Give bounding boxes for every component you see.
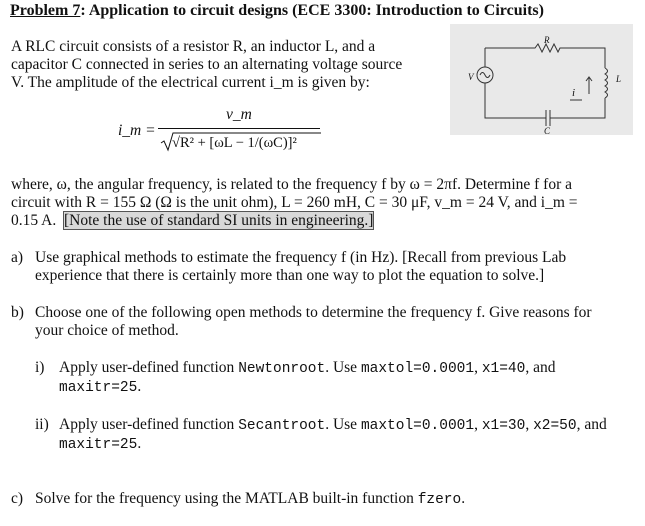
intro-line-1: A RLC circuit consists of a resistor R, an inductor L, and a — [11, 38, 376, 55]
maxtol-param: maxtol=0.0001 — [360, 418, 475, 434]
part-i-text-2: . Use — [325, 359, 358, 376]
part-ii-text-3: , and — [576, 416, 607, 433]
part-i-text-1: Apply user-defined function — [59, 359, 235, 376]
part-i-text — [59, 359, 624, 397]
part-c-text-1: Solve for the frequency using the MATLAB built-in function — [35, 490, 414, 507]
part-ii-text-2: . Use — [325, 416, 358, 433]
equation-numerator: v_m — [226, 106, 252, 123]
label-C: C — [544, 126, 551, 136]
label-L: L — [616, 74, 622, 84]
part-ii-text-1: Apply user-defined function — [59, 416, 235, 433]
maxitr-param: maxitr=25 — [59, 437, 138, 453]
current-equation — [118, 108, 338, 156]
x2-param: x2=50 — [533, 418, 577, 434]
part-c-label: c) — [11, 490, 24, 507]
where-line-1: where, ω, the angular frequency, is related to the frequency f by ω = 2πf. Determine f for a — [11, 176, 573, 193]
equation-lhs: i_m = — [118, 122, 156, 139]
part-ii-sep-2: , — [525, 416, 530, 433]
part-c-text — [35, 490, 465, 509]
label-V: V — [468, 72, 474, 82]
part-a-label: a) — [11, 249, 24, 266]
x1-param: x1=30 — [481, 418, 526, 434]
part-ii-sep-1: , — [474, 416, 478, 433]
fzero-function: fzero — [417, 492, 462, 508]
part-a-line-1: Use graphical methods to estimate the frequency f (in Hz). [Recall from previous Lab — [35, 249, 567, 266]
label-i: i — [572, 87, 576, 99]
newtonroot-function: Newtonroot — [238, 361, 326, 377]
where-line-3-start: 0.15 A. — [11, 212, 57, 229]
rlc-circuit-diagram — [450, 24, 633, 135]
intro-line-2: capacitor C connected in series to an alternating voltage source — [11, 56, 403, 73]
part-ii-text — [59, 416, 629, 454]
part-ii-label: ii) — [35, 416, 49, 433]
part-b-label: b) — [11, 304, 24, 321]
denominator-text: √R² + [ωL − 1/(ωC)]² — [172, 135, 297, 151]
equation-denominator — [160, 132, 322, 152]
problem-title — [10, 2, 544, 20]
part-b-text — [35, 304, 592, 340]
intro-line-3: V. The amplitude of the electrical current i_m is given by: — [11, 74, 370, 91]
x1-param: x1=40 — [481, 361, 526, 377]
part-i-text-3: , and — [525, 359, 556, 376]
fraction-bar — [158, 128, 320, 129]
part-i-sep-1: , — [474, 359, 478, 376]
part-a-text — [35, 249, 566, 285]
part-ii-end: . — [137, 435, 142, 452]
part-b-line-1: Choose one of the following open methods to determine the frequency f. Give reasons for — [35, 304, 592, 321]
where-line-3 — [11, 212, 623, 230]
secantroot-function: Secantroot — [238, 418, 326, 434]
part-c-end: . — [461, 490, 466, 507]
problem-label: Problem 7 — [10, 2, 81, 19]
part-a-line-2: experience that there is certainly more than one way to plot the equation to solve.] — [35, 267, 545, 284]
part-b-line-2: your choice of method. — [35, 322, 179, 339]
title-colon: : — [80, 2, 86, 19]
label-R: R — [544, 35, 550, 45]
circuit-schematic — [450, 24, 633, 135]
where-line-2: circuit with R = 155 Ω (Ω is the unit ohm), L = 260 mH, C = 30 μF, v_m = 24 V, and i_m = — [11, 194, 578, 211]
si-units-note: [Note the use of standard SI units in engineering.] — [63, 212, 374, 229]
intro-paragraph — [11, 38, 431, 92]
title-text: Application to circuit designs (ECE 3300: Introduction to Circuits) — [88, 2, 544, 19]
maxtol-param: maxtol=0.0001 — [360, 361, 475, 377]
part-i-label: i) — [35, 359, 45, 376]
maxitr-param: maxitr=25 — [59, 380, 138, 396]
part-i-end: . — [137, 378, 142, 395]
where-paragraph — [11, 176, 623, 230]
